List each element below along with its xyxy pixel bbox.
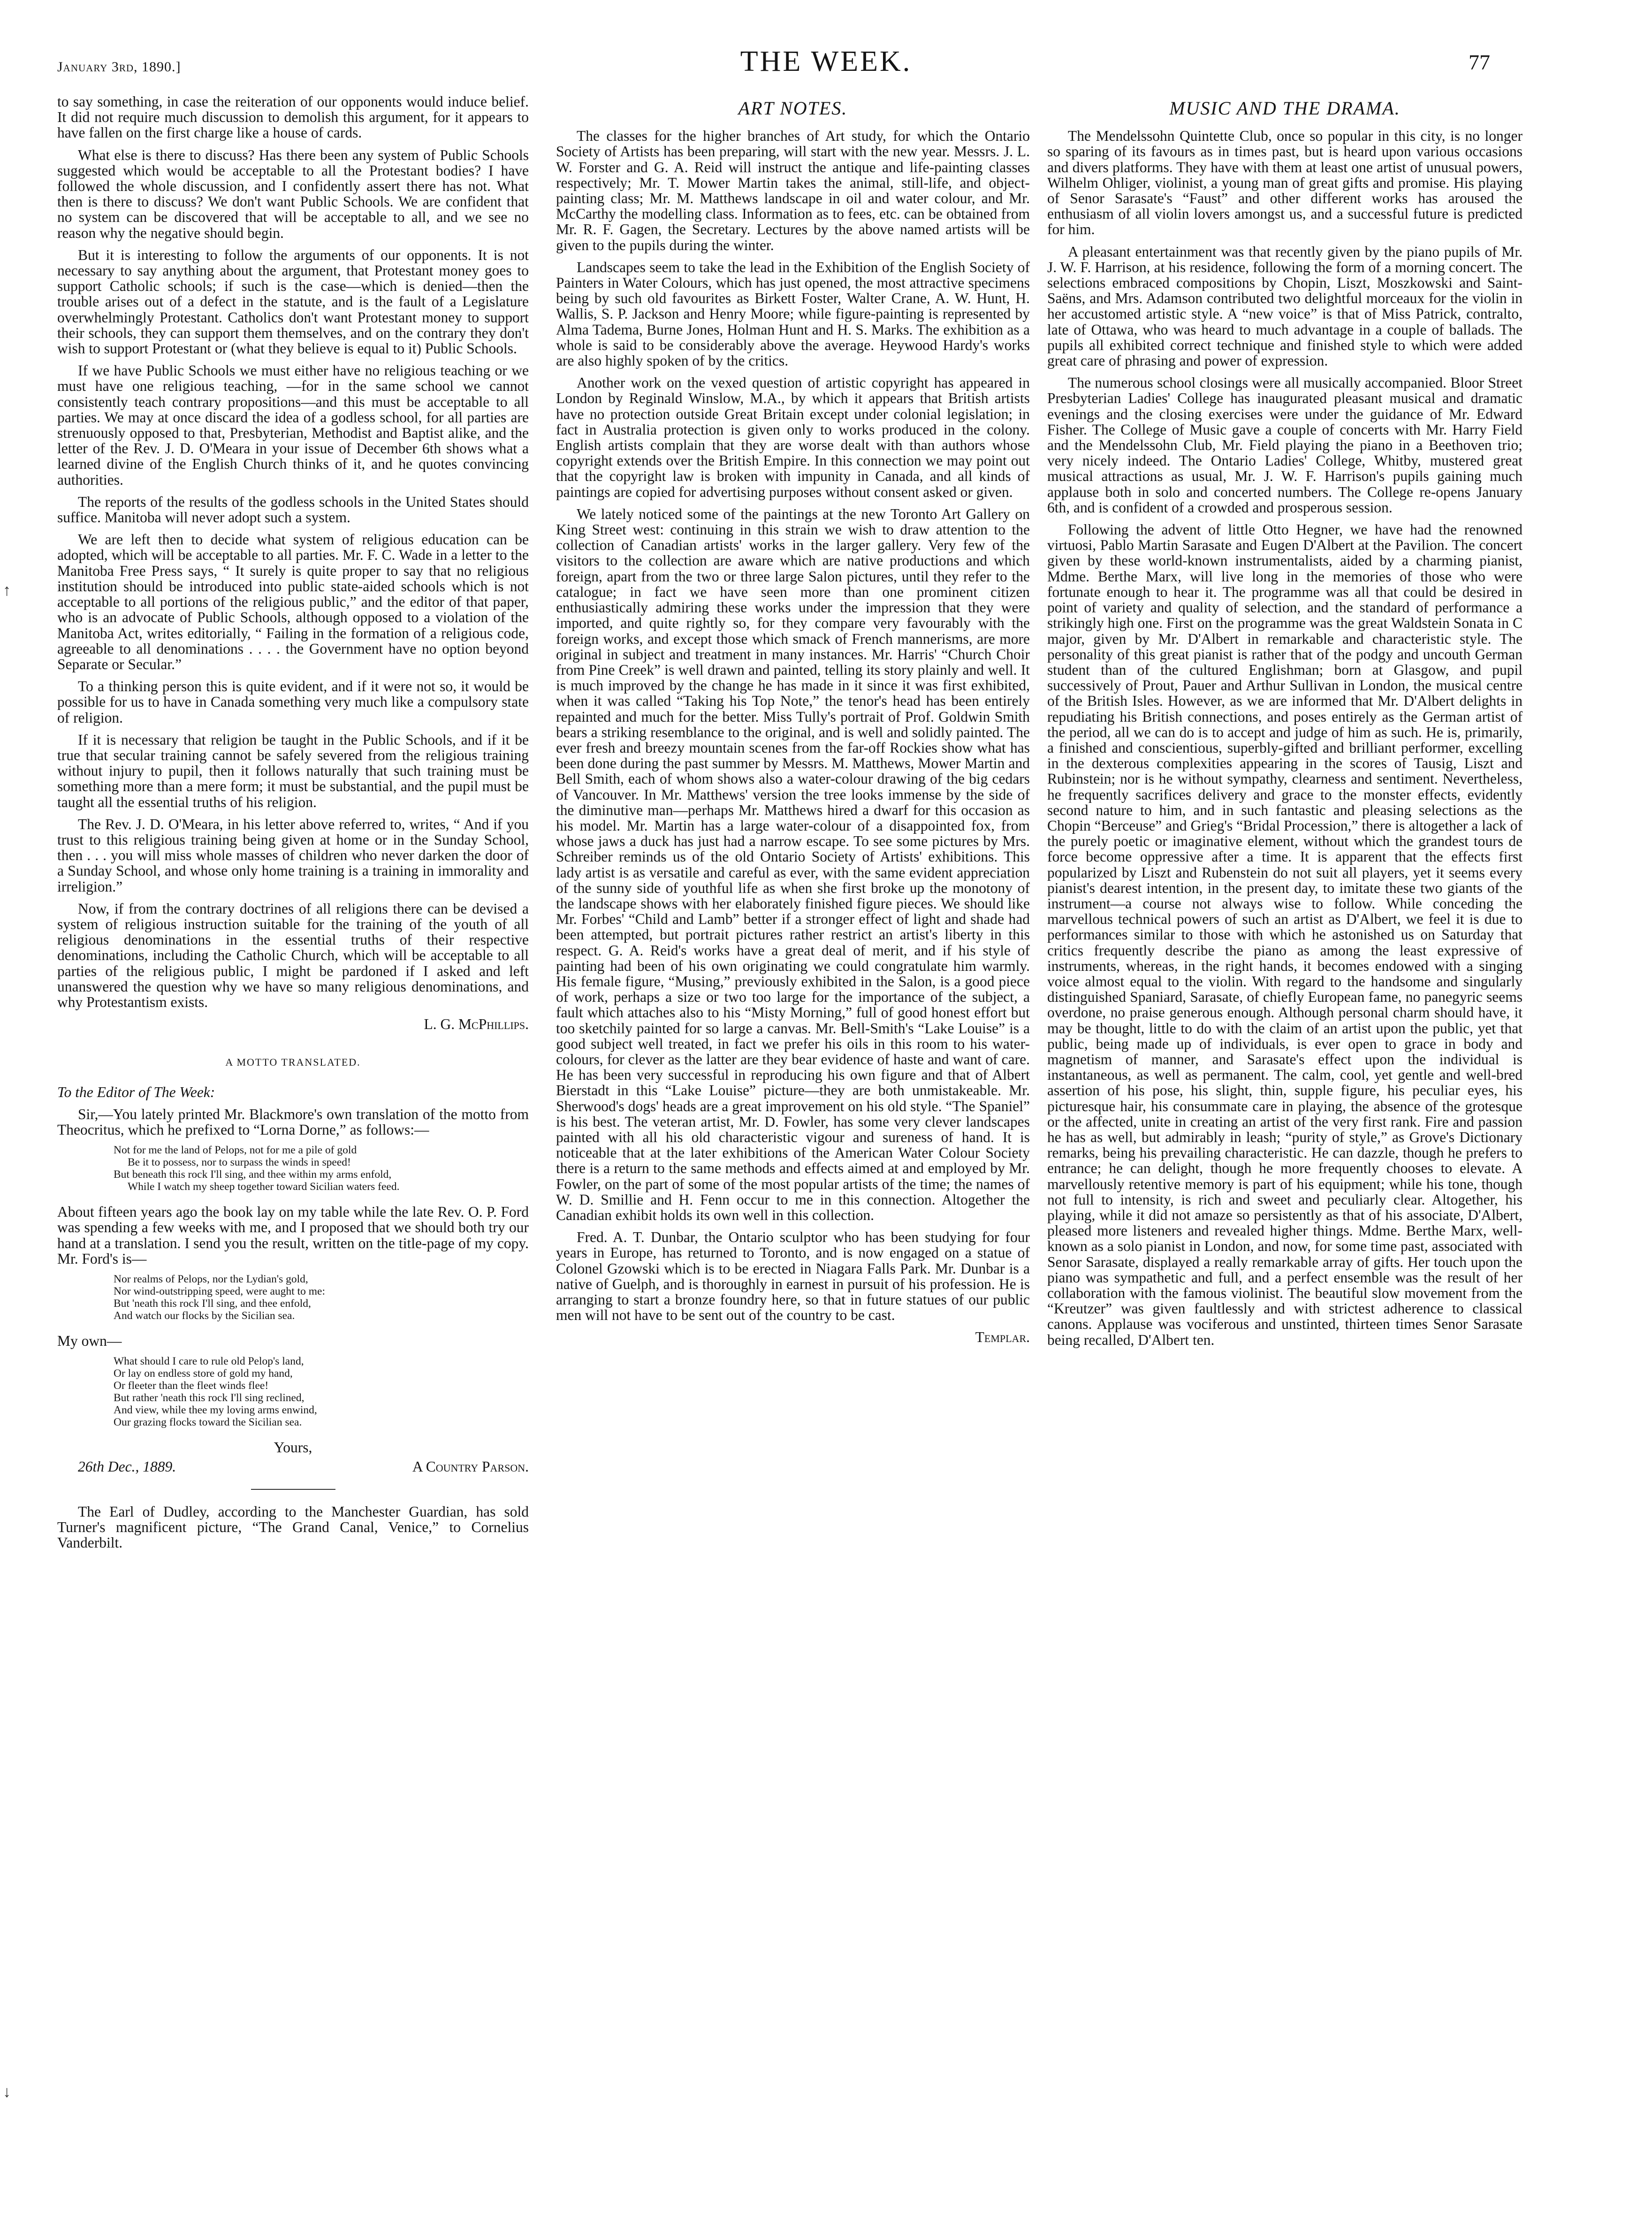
paragraph: Sir,—You lately printed Mr. Blackmore's own translation of the motto from Theocritus, which he prefixed to “Lorna Dorne,” as follows:— xyxy=(57,1106,529,1138)
paragraph: The reports of the results of the godless schools in the United States should suffice. Manitoba will never adopt such a system. xyxy=(57,493,529,526)
poem-line: Or lay on endless store of gold my hand, xyxy=(114,1367,293,1380)
paragraph: What else is there to discuss? Has there been any system of Public Schools suggested which would be acceptable to all the Protestant bodies? I have followed the whole discussion, and I confidently assert there has not. What then is there to discuss? We don't want Public Schools. We are confident that no system can be discovered that will be acceptable to all, and we see no reason why the negative should begin. xyxy=(57,146,529,241)
issue-date: January 3rd, 1890.] xyxy=(57,59,181,75)
poem-line: But beneath this rock I'll sing, and thee within my arms enfold, xyxy=(114,1168,392,1181)
poem-line: Nor wind-outstripping speed, were aught to me: xyxy=(114,1285,325,1297)
letter-signature: A Country Parson. xyxy=(412,1458,529,1475)
letter-date: 26th Dec., 1889. xyxy=(78,1458,176,1475)
letter-salutation: To the Editor of The Week: xyxy=(57,1083,215,1100)
letter-footer xyxy=(57,1459,529,1474)
section-heading: A MOTTO TRANSLATED. xyxy=(225,1056,361,1068)
poem-line: Be it to possess, nor to surpass the winds in speed! xyxy=(128,1156,351,1169)
paragraph: The classes for the higher branches of Art study, for which the Ontario Society of Artists has been preparing, will start with the new year. Messrs. J. L. W. Forster and G. A. Reid will instruct the antique and life-painting classes respectively; Mr. T. Mower Martin takes the animal, still-life, and object-painting class; Mr. M. Matthews landscape in oil and water colour, and Mr. McCarthy the modelling class. Information as to fees, etc. can be obtained from Mr. R. F. Gagen, the Secretary. Lectures by the above named artists will be given to the pupils during the winter. xyxy=(556,128,1030,253)
paragraph: Following the advent of little Otto Hegner, we have had the renowned virtuosi, Pablo Martin Sarasate and Eugen D'Albert at the Pavilion. The concert given by these world-known instrumentalists, aided by a charming pianist, Mdme. Berthe Marx, will live long in the memories of those who were fortunate enough to hear it. The programme was all that could be desired in point of variety and quality of selection, and the standard of performance a strikingly high one. First on the programme was the great Waldstein Sonata in C major, given by Mr. D'Albert in remarkable and characteristic style. The personality of this great pianist is rather that of the podgy and uncouth German student than of the cultured Englishman; born at Glasgow, and pupil successively of Prout, Pauer and Arthur Sullivan in London, the musical centre of the British Isles. However, as we are informed that Mr. D'Albert delights in repudiating his British connections, and poses entirely as the German artist of the period, all we can do is to accept and judge of him as such. He is, primarily, a finished and conscientious, superbly-gifted and brilliant performer, excelling in the dexterous complexities appearing in the scores of Tausig, Liszt and Rubinstein; nor is he without sympathy, clearness and sentiment. Nevertheless, he frequently sacrifices delivery and grace to the monster effects, evidently second nature to him, and in such fantastic and pleasing selections as the Chopin “Berceuse” and Grieg's “Bridal Procession,” there is altogether a lack of the purely poetic or imaginative element, without which the grandest tours de force become oppressive after a time. It is apparent that the effects first popularized by Liszt and Rubenstein do not suit all players, yet it seems every pianist's dearest intention, in the present day, to imitate these two giants of the instrument—a course not always wise to follow. While conceding the marvellous technical powers of such an artist as D'Albert, we feel it is due to performances similar to those with which he astonished us on Saturday that critics frequently describe the piano as among the least expressive of instruments, whereas, in the right hands, it becomes endowed with a singing voice almost equal to the violin. With regard to the handsome and singularly distinguished Spaniard, Sarasate, of chiefly European fame, no panegyric seems overdone, no praise generous enough. Although personal charm should have, it may be thought, little to do with the claim of an artist upon the public, yet that public, being made up of individuals, is ever open to grace in body and magnetism of manner, and Sarasate's effect upon the individual is instantaneous, as well as permanent. The calm, cool, yet gentle and well-bred assertion of his pose, his slight, thin, supple figure, his peculiar eyes, his picturesque hair, his consummate care in playing, the absence of the grotesque or the affected, unite in creating an artist of the very first rank. Fire and passion he has as well, but admirably in leash; “purity of style,” as Grove's Dictionary remarks, being his prevailing characteristic. He can dazzle, though he prefers to entrance; he can delight, though he more frequently chooses to elevate. A marvellously retentive memory is part of his equipment; while his tone, though not full to intensity, is rich and sweet and peculiarly clear. Altogether, his playing, while it did not amaze so persistently as that of his associate, D'Albert, pleased more listeners and revealed higher things. Mdme. Berthe Marx, well-known as a solo pianist in London, and now, for some time past, associated with Senor Sarasate, displayed a really remarkable array of gifts. Her touch upon the piano was sympathetic and full, and a perfect ensemble was the result of her collaboration with the famous violinist. The beautiful slow movement from the “Kreutzer” was given faultlessly and with strictest adherence to classical canons. Applause was vociferous and unstinted, thirteen times Senor Sarasate being recalled, D'Albert ten. xyxy=(1047,521,1523,1348)
poem-line: Our grazing flocks toward the Sicilian sea. xyxy=(114,1416,302,1429)
margin-arrow-icon: ↓ xyxy=(3,2083,11,2101)
poem-block xyxy=(114,1144,529,1193)
divider xyxy=(251,1489,335,1490)
paragraph: The numerous school closings were all musically accompanied. Bloor Street Presbyterian Ladies' College has inaugurated pleasant musical and dramatic evenings and the closing exercises were under the guidance of Mr. Edward Fisher. The College of Music gave a couple of concerts with Mr. Harry Field and the Mendelssohn Club, Mr. Field playing the piano in a Beethoven trio; very nicely indeed. The Ontario Ladies' College, Whitby, mustered great musical attractions as usual, Mr. J. W. F. Harrison's pupils gaining much applause both in solo and concerted numbers. The College re-opens January 6th, and is confident of a crowded and prosperous session. xyxy=(1047,374,1523,516)
paragraph: We lately noticed some of the paintings at the new Toronto Art Gallery on King Street west: continuing in this strain we wish to draw attention to the collection of Canadian artists' works in the larger gallery. Very few of the visitors to the collection are aware which are native productions and which foreign, apart from the two or three large Salon pictures, until they refer to the catalogue; in fact we have seen more than one prominent citizen enthusiastically admiring these works under the impression that they were imported, and quite rightly so, for they compare very favourably with the foreign works, and except those which smack of French mannerisms, are more original in subject and treatment in many instances. Mr. Harris' “Church Choir from Pine Creek” is well drawn and painted, telling its story plainly and well. It is much improved by the change he has made in it since it was first exhibited, when it was called “Taking his Top Note,” the tenor's head has been entirely repainted and much for the better. Miss Tully's portrait of Prof. Goldwin Smith bears a striking resemblance to the original, and is well and solidly painted. The ever fresh and breezy mountain scenes from the far-off Rockies show what has been done during the past summer by Messrs. M. Matthews, Mower Martin and Bell Smith, each of whom shows also a water-colour drawing of the big cedars of Vancouver. In Mr. Matthews' version the tree looks immense by the side of the diminutive man—perhaps Mr. Matthews hired a dwarf for this occasion as his model. Mr. Martin has a large water-colour of a disappointed fox, from whose jaws a duck has just had a narrow escape. To see some pictures by Mrs. Schreiber reminds us of the old Ontario Society of Artists' exhibitions. This lady artist is as versatile and careful as ever, with the same evident appreciation of the sunny side of youthful life as when she first broke up the monotony of the landscape shows with her elaborately finished figure pieces. We should like Mr. Forbes' “Child and Lamb” better if a stronger effect of light and shade had been attempted, but portrait pictures rather restrict an artist's liberty in this respect. G. A. Reid's works have a great deal of merit, and if his style of painting had been of his own originating we could congratulate him warmly. His female figure, “Musing,” previously exhibited in the Salon, is a good piece of work, perhaps a size or two too large for the importance of the subject, a fault which attaches also to his “Misty Morning,” full of good honest effort but too sketchily painted for so large a canvas. Mr. Bell-Smith's “Lake Louise” is a good subject well treated, in fact we prefer his oils in this room to his water-colours, for clever as the latter are they bear evidence of haste and want of care. He has been very successful in reproducing his own figure and that of Albert Bierstadt in this “Lake Louise” picture—they are both unmistakeable. Mr. Sherwood's dogs' heads are a great improvement on his old style. “The Spaniel” is his best. The veteran artist, Mr. D. Fowler, has some very clever landscapes painted with all his old characteristic vigour and sureness of hand. It is noticeable that at the later exhibitions of the American Water Colour Society there is a return to the same methods and effects aimed at and employed by Mr. Fowler, on the part of some of the most popular artists of the time; the names of W. D. Smillie and H. Fenn occur to me in this connection. Altogether the Canadian exhibit holds its own well in this collection. xyxy=(556,505,1030,1224)
paragraph: Fred. A. T. Dunbar, the Ontario sculptor who has been studying for four years in Europe, has returned to Toronto, and is now engaged on a statue of Colonel Gzowski which is to be erected in Niagara Falls Park. Mr. Dunbar is a native of Guelph, and is thoroughly in earnest in pursuit of his profession. He is arranging to start a bronze foundry here, so that in future statues of our public men will not have to be sent out of the country to be cast. xyxy=(556,1229,1030,1324)
letter-closing: Yours, xyxy=(274,1439,312,1456)
paragraph: To a thinking person this is quite evident, and if it were not so, it would be possible for us to have in Canada something very much like a compulsory state of religion. xyxy=(57,678,529,726)
poem-line: Not for me the land of Pelops, not for me a pile of gold xyxy=(114,1144,357,1157)
poem-line: And watch our flocks by the Sicilian sea. xyxy=(114,1310,295,1322)
paragraph: The Earl of Dudley, according to the Manchester Guardian, has sold Turner's magnificent picture, “The Grand Canal, Venice,” to Cornelius Vanderbilt. xyxy=(57,1503,529,1551)
paragraph: But it is interesting to follow the arguments of our opponents. It is not necessary to say anything about the argument, that Protestant money goes to support Catholic schools; if such is the case—which is denied—then the trouble arises out of a defect in the statute, and is the fault of a Legislature overwhelmingly Protestant. Catholics don't want Protestant money to support their schools, they can support them themselves, and on the contrary they don't wish to support Protestant or (what they believe is equal to it) Public Schools. xyxy=(57,246,529,357)
poem-block xyxy=(114,1273,529,1322)
paragraph: The Mendelssohn Quintette Club, once so popular in this city, is no longer so sparing of its favours as in times past, but is heard upon various occasions and divers platforms. They have with them at least one artist of unusual powers, Wilhelm Ohliger, violinist, a young man of great gifts and promise. His playing of Senor Sarasate's “Faust” and other different works has aroused the enthusiasm of all violin lovers amongst us, and a successful future is predicted for him. xyxy=(1047,128,1523,238)
column-middle xyxy=(556,94,1030,2224)
poem-line: While I watch my sheep together toward Sicilian waters feed. xyxy=(128,1181,400,1193)
paragraph: to say something, in case the reiteration of our opponents would induce belief. It did not require much discussion to demolish this argument, for it appears to have fallen on the first charge like a house of cards. xyxy=(57,94,529,141)
paragraph: A pleasant entertainment was that recently given by the piano pupils of Mr. J. W. F. Harrison, at his residence, following the form of a morning concert. The selections embraced compositions by Chopin, Liszt, Moszkowski and Saint-Saëns, and Mrs. Adamson contributed two delightful morceaux for the violin in her accustomed artistic style. A “new voice” is that of Miss Patrick, contralto, late of Ottawa, who was heard to much advantage in a couple of ballads. The pupils all exhibited correct technique and finished style to which were added great care of phrasing and power of expression. xyxy=(1047,243,1523,369)
poem-line: But 'neath this rock I'll sing, and thee enfold, xyxy=(114,1297,311,1310)
paragraph: If we have Public Schools we must either have no religious teaching or we must have one religious teaching, —for in the same school we cannot consistently teach contrary propositions—and this must be acceptable to all parties. We may at once discard the idea of a godless school, for all parties are strenuously opposed to that, Presbyterian, Methodist and Baptist alike, and the letter of the Rev. J. D. O'Meara in your issue of December 6th shows what a learned divine of the English Church thinks of it, and he quotes convincing authorities. xyxy=(57,362,529,488)
article-signature: Templar. xyxy=(975,1329,1030,1346)
letter-signature: L. G. McPhillips. xyxy=(424,1016,529,1033)
poem-block xyxy=(114,1355,529,1428)
paragraph: The Rev. J. D. O'Meara, in his letter above referred to, writes, “ And if you trust to this religious training being given at home or in the Sunday School, then . . . you will miss whole masses of children who never darken the door of a Sunday School, and whose only home training is a training in immorality and irreligion.” xyxy=(57,816,529,895)
paragraph: If it is necessary that religion be taught in the Public Schools, and if it be true that secular training cannot be safely severed from the religious training without injury to pupil, then it follows naturally that such training must be something more than a mere form; it must be substantial, and the pupil must be taught all the essential truths of his religion. xyxy=(57,731,529,810)
masthead-title: THE WEEK. xyxy=(740,46,912,77)
paragraph: Landscapes seem to take the lead in the Exhibition of the English Society of Painters in Water Colours, which has just opened, the most attractive specimens being by such old favourites as Birkett Foster, Walter Crane, A. W. Hunt, H. Wallis, S. P. Jackson and Henry Moore; while figure-painting is represented by Alma Tadema, Burne Jones, Holman Hunt and H. S. Marks. The exhibition as a whole is said to be considerably above the average. Heywood Hardy's works are also highly spoken of by the critics. xyxy=(556,259,1030,369)
margin-arrow-icon: ↑ xyxy=(3,582,11,599)
poem-line: Or fleeter than the fleet winds flee! xyxy=(114,1380,269,1392)
section-heading: MUSIC AND THE DRAMA. xyxy=(1169,98,1401,119)
paragraph: We are left then to decide what system of religious education can be adopted, which will be acceptable to all parties. Mr. F. C. Wade in a letter to the Manitoba Free Press says, “ It surely is quite proper to say that no religious institution should be introduced into public state-aided schools which is not acceptable to all portions of the religious public,” and the editor of that paper, who is an advocate of Public Schools, although opposed to a violation of the Manitoba Act, writes editorially, “ Failing in the formation of a religious code, agreeable to all denominations . . . . the Government have no option beyond Separate or Secular.” xyxy=(57,531,529,672)
paragraph: My own— xyxy=(57,1333,122,1349)
poem-line: But rather 'neath this rock I'll sing reclined, xyxy=(114,1392,305,1404)
poem-line: Nor realms of Pelops, nor the Lydian's gold, xyxy=(114,1273,308,1285)
page-number: 77 xyxy=(1469,50,1490,74)
poem-line: What should I care to rule old Pelop's land, xyxy=(114,1355,304,1368)
poem-line: And view, while thee my loving arms enwind, xyxy=(114,1404,317,1417)
paragraph: Another work on the vexed question of artistic copyright has appeared in London by Reginald Winslow, M.A., by which it appears that British artists have no protection outside Great Britain except under colonial legislation; in fact in Australia protection is given only to works produced in the colony. English artists complain that they are worse dealt with than authors whose copyright extends over the British Empire. In this connection we may point out that the copyright law is broken with impunity in Canada, and all kinds of paintings are copied for advertising purposes without consent asked or given. xyxy=(556,374,1030,500)
page-header xyxy=(0,45,1652,83)
section-heading: ART NOTES. xyxy=(738,98,848,119)
column-right xyxy=(1047,94,1523,2224)
column-left xyxy=(57,94,529,2224)
paragraph: Now, if from the contrary doctrines of all religions there can be devised a system of religious instruction suitable for the training of the youth of all religious denominations in the essential truths of their respective denominations, including the Catholic Church, which will be acceptable to all parties of the religious public, I might be pardoned if I asked and left unanswered the question why we have so many religious denominations, and why Protestantism exists. xyxy=(57,900,529,1010)
paragraph: About fifteen years ago the book lay on my table while the late Rev. O. P. Ford was spending a few weeks with me, and I proposed that we should both try our hand at a translation. I send you the result, written on the title-page of my copy. Mr. Ford's is— xyxy=(57,1204,529,1267)
